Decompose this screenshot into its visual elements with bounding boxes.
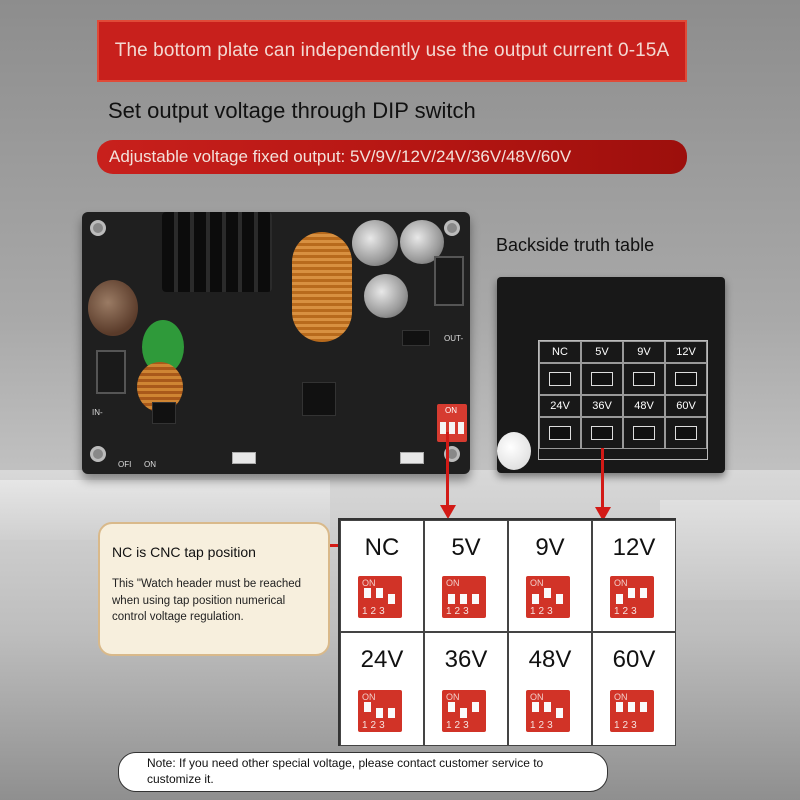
dip-toggle bbox=[460, 708, 467, 718]
dip-numbers: 123 bbox=[362, 720, 388, 731]
dip-toggle bbox=[458, 422, 464, 434]
heatsink bbox=[162, 212, 272, 292]
back-cell: 36V bbox=[581, 395, 623, 417]
dip-on-label: ON bbox=[362, 578, 376, 588]
dip-numbers: 123 bbox=[614, 720, 640, 731]
dip-toggle bbox=[532, 594, 539, 604]
back-cell bbox=[623, 417, 665, 449]
dip-switch-36v bbox=[442, 690, 486, 732]
main-pcb-board bbox=[82, 212, 470, 474]
mount-hole bbox=[444, 220, 460, 236]
capacitor bbox=[352, 220, 398, 266]
dip-toggle bbox=[640, 702, 647, 712]
dip-toggle bbox=[472, 594, 479, 604]
voltage-label: 36V bbox=[444, 646, 488, 673]
dip-toggle bbox=[556, 594, 563, 604]
dip-switch-60v bbox=[610, 690, 654, 732]
arrow-line bbox=[601, 448, 604, 510]
dip-toggle bbox=[376, 708, 383, 718]
dip-on-label: ON bbox=[362, 692, 376, 702]
back-knob bbox=[497, 432, 531, 470]
back-cell: 48V bbox=[623, 395, 665, 417]
dip-toggle bbox=[544, 702, 551, 712]
callout-body: This "Watch header must be reached when using tap position numerical control voltage regulation. bbox=[112, 578, 302, 624]
back-cell bbox=[623, 363, 665, 395]
dip-numbers: 123 bbox=[614, 606, 640, 617]
dip-toggle bbox=[388, 594, 395, 604]
nc-callout bbox=[98, 522, 330, 656]
dip-switch-5v bbox=[442, 576, 486, 618]
connector bbox=[400, 452, 424, 464]
ic-chip bbox=[402, 330, 430, 346]
voltage-banner-text: Adjustable voltage fixed output: 5V/9V/12V/24V/36V/48V/60V bbox=[109, 147, 572, 166]
dip-switch-9v bbox=[526, 576, 570, 618]
dip-numbers: 123 bbox=[530, 720, 556, 731]
dip-toggle bbox=[364, 588, 371, 598]
mini-dip bbox=[591, 372, 613, 386]
mount-hole bbox=[90, 220, 106, 236]
back-cell: 9V bbox=[623, 341, 665, 363]
dip-switch-24v bbox=[358, 690, 402, 732]
mini-dip bbox=[633, 372, 655, 386]
truth-table bbox=[338, 518, 676, 746]
dip-toggle bbox=[628, 588, 635, 598]
capacitor bbox=[364, 274, 408, 318]
connector bbox=[232, 452, 256, 464]
backside-title: Backside truth table bbox=[496, 235, 655, 255]
voltage-label: 24V bbox=[360, 646, 404, 673]
dip-toggle bbox=[472, 702, 479, 712]
ic-chip bbox=[152, 402, 176, 424]
dip-on-label: ON bbox=[614, 692, 628, 702]
callout-title: NC is CNC tap position bbox=[112, 544, 256, 560]
back-cell: 24V bbox=[539, 395, 581, 417]
mini-dip bbox=[633, 426, 655, 440]
mini-dip bbox=[675, 372, 697, 386]
dip-on-label: ON bbox=[530, 578, 544, 588]
dip-numbers: 123 bbox=[446, 720, 472, 731]
mini-dip bbox=[675, 426, 697, 440]
voltage-label: 5V bbox=[451, 534, 481, 561]
dip-toggle bbox=[616, 594, 623, 604]
dip-switch-12v bbox=[610, 576, 654, 618]
output-terminal bbox=[434, 256, 464, 306]
pcb-label-out: OUT- bbox=[444, 334, 464, 343]
arrow-line bbox=[446, 432, 449, 508]
mini-dip bbox=[549, 426, 571, 440]
back-cell bbox=[665, 417, 707, 449]
pcb-label-off: OFI bbox=[118, 460, 132, 469]
dip-toggle bbox=[388, 708, 395, 718]
dip-toggle bbox=[449, 422, 455, 434]
ic-chip bbox=[302, 382, 336, 416]
input-terminal bbox=[96, 350, 126, 394]
back-cell: 5V bbox=[581, 341, 623, 363]
dip-toggle bbox=[544, 588, 551, 598]
mount-hole bbox=[90, 446, 106, 462]
top-banner-text: The bottom plate can independently use the output current 0-15A bbox=[114, 40, 670, 61]
dip-on-label: ON bbox=[614, 578, 628, 588]
dip-toggle bbox=[556, 708, 563, 718]
pcb-dip-switch bbox=[437, 404, 467, 442]
customer-note bbox=[118, 752, 608, 792]
voltage-label: 9V bbox=[535, 534, 565, 561]
back-cell bbox=[665, 363, 707, 395]
inductor-coil bbox=[292, 232, 352, 342]
mini-dip bbox=[591, 426, 613, 440]
mini-dip bbox=[549, 372, 571, 386]
voltage-label: 60V bbox=[612, 646, 656, 673]
dip-toggle bbox=[376, 588, 383, 598]
dip-switch-48v bbox=[526, 690, 570, 732]
voltage-label: 48V bbox=[528, 646, 572, 673]
dip-on-label: ON bbox=[530, 692, 544, 702]
dip-toggle bbox=[364, 702, 371, 712]
pcb-label-on: ON bbox=[144, 460, 156, 469]
dip-numbers: 123 bbox=[530, 606, 556, 617]
dip-on-label: ON bbox=[446, 578, 460, 588]
voltage-label: NC bbox=[364, 534, 400, 561]
dip-toggle bbox=[616, 702, 623, 712]
dip-numbers: 123 bbox=[446, 606, 472, 617]
back-cell bbox=[539, 417, 581, 449]
dip-switch-nc bbox=[358, 576, 402, 618]
dip-toggle bbox=[448, 702, 455, 712]
dip-toggle bbox=[532, 702, 539, 712]
back-cell: NC bbox=[539, 341, 581, 363]
back-cell: 12V bbox=[665, 341, 707, 363]
dip-toggle bbox=[460, 594, 467, 604]
back-cell: 60V bbox=[665, 395, 707, 417]
dip-numbers: 123 bbox=[362, 606, 388, 617]
back-cell bbox=[581, 363, 623, 395]
pcb-label-in: IN- bbox=[92, 408, 103, 417]
pcb-dip-on-label: ON bbox=[445, 406, 457, 415]
dip-toggle bbox=[628, 702, 635, 712]
capacitor bbox=[88, 280, 138, 336]
voltage-label: 12V bbox=[612, 534, 656, 561]
dip-toggle bbox=[640, 588, 647, 598]
top-banner bbox=[97, 20, 687, 82]
back-cell bbox=[581, 417, 623, 449]
backside-truth-table bbox=[538, 340, 708, 460]
note-text: Note: If you need other special voltage, please contact customer service to customize it. bbox=[147, 756, 544, 786]
background-shelf bbox=[660, 500, 800, 600]
page-heading: Set output voltage through DIP switch bbox=[108, 98, 476, 123]
dip-toggle bbox=[448, 594, 455, 604]
arrow-head bbox=[440, 505, 456, 519]
back-cell bbox=[539, 363, 581, 395]
dip-on-label: ON bbox=[446, 692, 460, 702]
voltage-banner bbox=[97, 140, 687, 174]
